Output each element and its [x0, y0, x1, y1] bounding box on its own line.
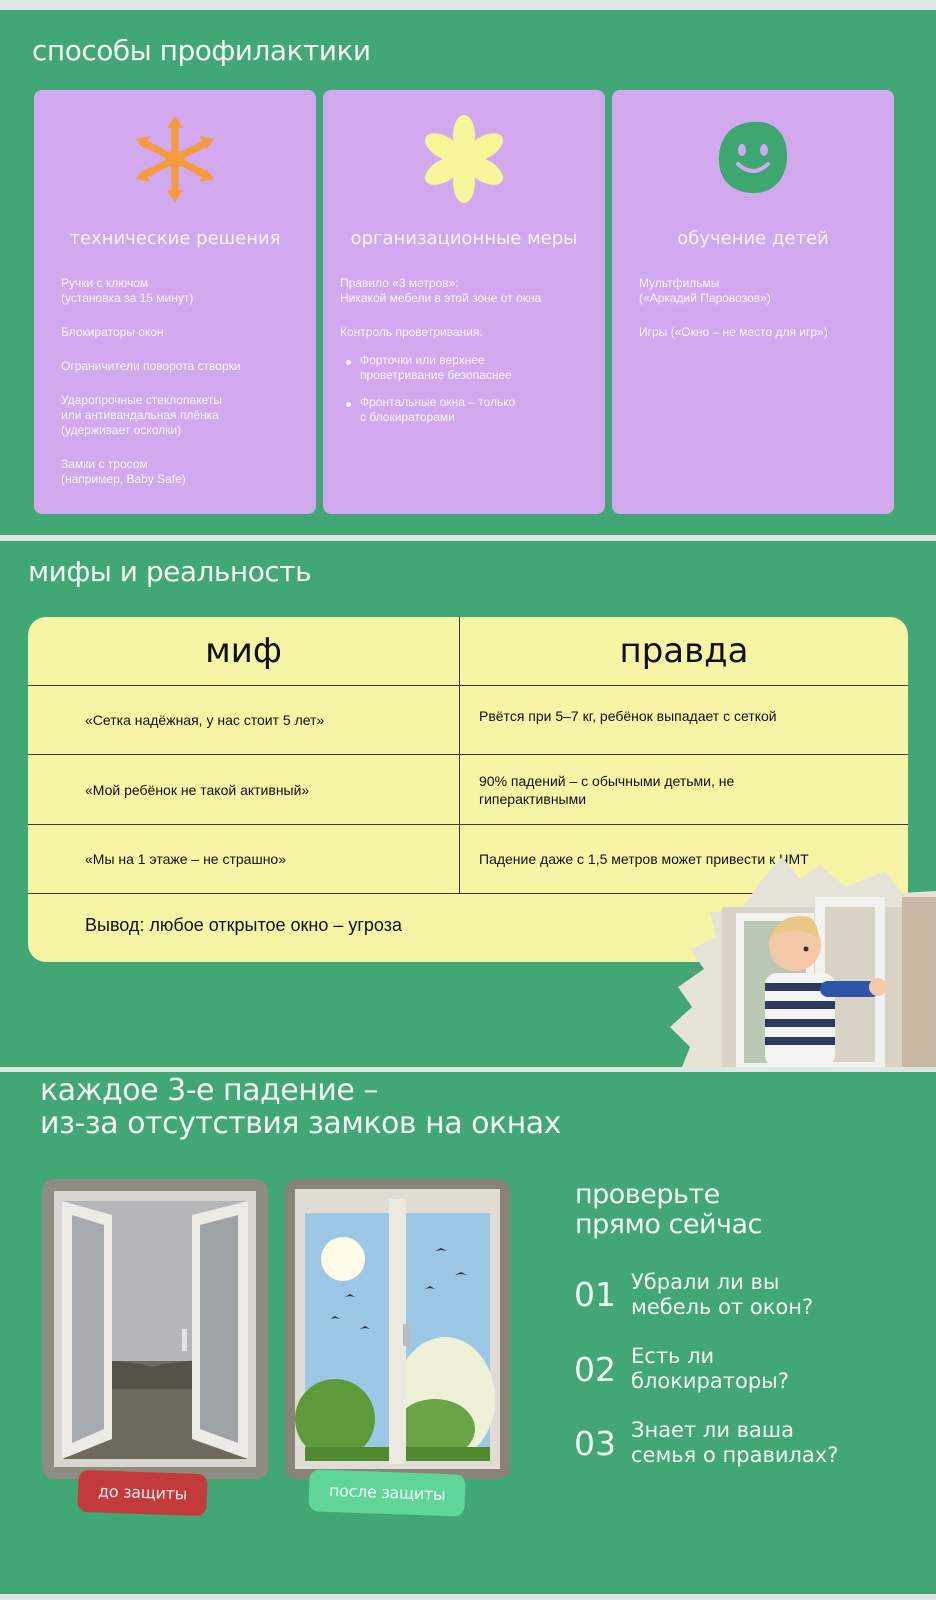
table-row-truth: Падение даже с 1,5 метров может привести к ЧМТ	[479, 851, 809, 867]
table-row-myth: «Мы на 1 этаже – не страшно»	[85, 851, 287, 867]
header-myth: миф	[205, 631, 282, 671]
prevention-section	[0, 10, 936, 535]
prevention-title: способы профилактики	[32, 34, 371, 67]
card-education-title: обучение детей	[677, 228, 829, 249]
locks-section	[0, 1072, 936, 1594]
child-at-window-photo	[670, 857, 936, 1067]
table-row-myth: «Сетка надёжная, у нас стоит 5 лет»	[85, 712, 325, 728]
organizational-bullet: Форточки или верхнее проветривание безопаснее	[340, 353, 587, 383]
yellow-flower-icon	[323, 114, 605, 204]
check-title	[575, 1180, 762, 1240]
education-item: Мультфильмы («Аркадий Паровозов»)	[639, 276, 771, 305]
check-title-line2: прямо сейчас	[575, 1209, 762, 1240]
header-truth: правда	[619, 631, 749, 671]
myths-title: мифы и реальность	[28, 555, 312, 588]
locks-headline-line1: каждое 3-е падение –	[40, 1073, 378, 1108]
card-organizational	[323, 90, 605, 514]
table-row-myth: «Мой ребёнок не такой активный»	[85, 781, 310, 798]
check-item-text: Знает ли ваша семья о правилах?	[631, 1418, 839, 1467]
organizational-rule: Правило «3 метров»: Никакой мебели в этой зоне от окна	[340, 276, 542, 305]
organizational-bullet: Фронтальные окна – только с блокираторами	[340, 395, 587, 425]
card-technical-title: технические решения	[69, 228, 281, 249]
before-protection-label: до защиты	[77, 1470, 207, 1516]
check-number: 03	[574, 1424, 616, 1463]
card-organizational-title: организационные меры	[350, 228, 578, 249]
check-title-line1: проверьте	[575, 1179, 720, 1210]
technical-item: Ограничители поворота створки	[61, 359, 241, 373]
before-window-photo	[42, 1179, 268, 1479]
table-row-truth: Рвётся при 5–7 кг, ребёнок выпадает с сеткой	[479, 708, 777, 724]
check-item-text: Убрали ли вы мебель от окон?	[631, 1270, 814, 1319]
check-item-text: Есть ли блокираторы?	[631, 1344, 789, 1393]
card-technical	[34, 90, 316, 514]
technical-item: Ручки с ключом (установка за 15 минут)	[61, 276, 194, 305]
myths-conclusion: Вывод: любое открытое окно – угроза	[85, 915, 403, 935]
education-item: Игры («Окно – не место для игр»)	[639, 325, 828, 339]
check-number: 01	[574, 1275, 616, 1314]
after-window-photo	[285, 1179, 510, 1479]
table-row-truth: 90% падений – с обычными детьми, не гиперактивными	[479, 772, 735, 807]
myths-section	[0, 541, 936, 1067]
locks-headline-line2: из-за отсутствия замков на окнах	[40, 1106, 561, 1141]
organizational-subtitle: Контроль проветривания:	[340, 325, 483, 339]
technical-item: Замки с тросом (например, Baby Safe)	[61, 457, 186, 486]
technical-item: Блокираторы окон	[61, 325, 164, 339]
after-protection-label: после защиты	[308, 1469, 466, 1516]
locks-headline	[40, 1074, 561, 1140]
card-education	[612, 90, 894, 514]
technical-item: Ударопрочные стеклопакеты или антивандальная плёнка (удерживает осколки)	[61, 393, 222, 437]
orange-arrows-icon	[34, 114, 316, 204]
smiley-icon	[612, 114, 894, 204]
check-number: 02	[574, 1350, 616, 1389]
